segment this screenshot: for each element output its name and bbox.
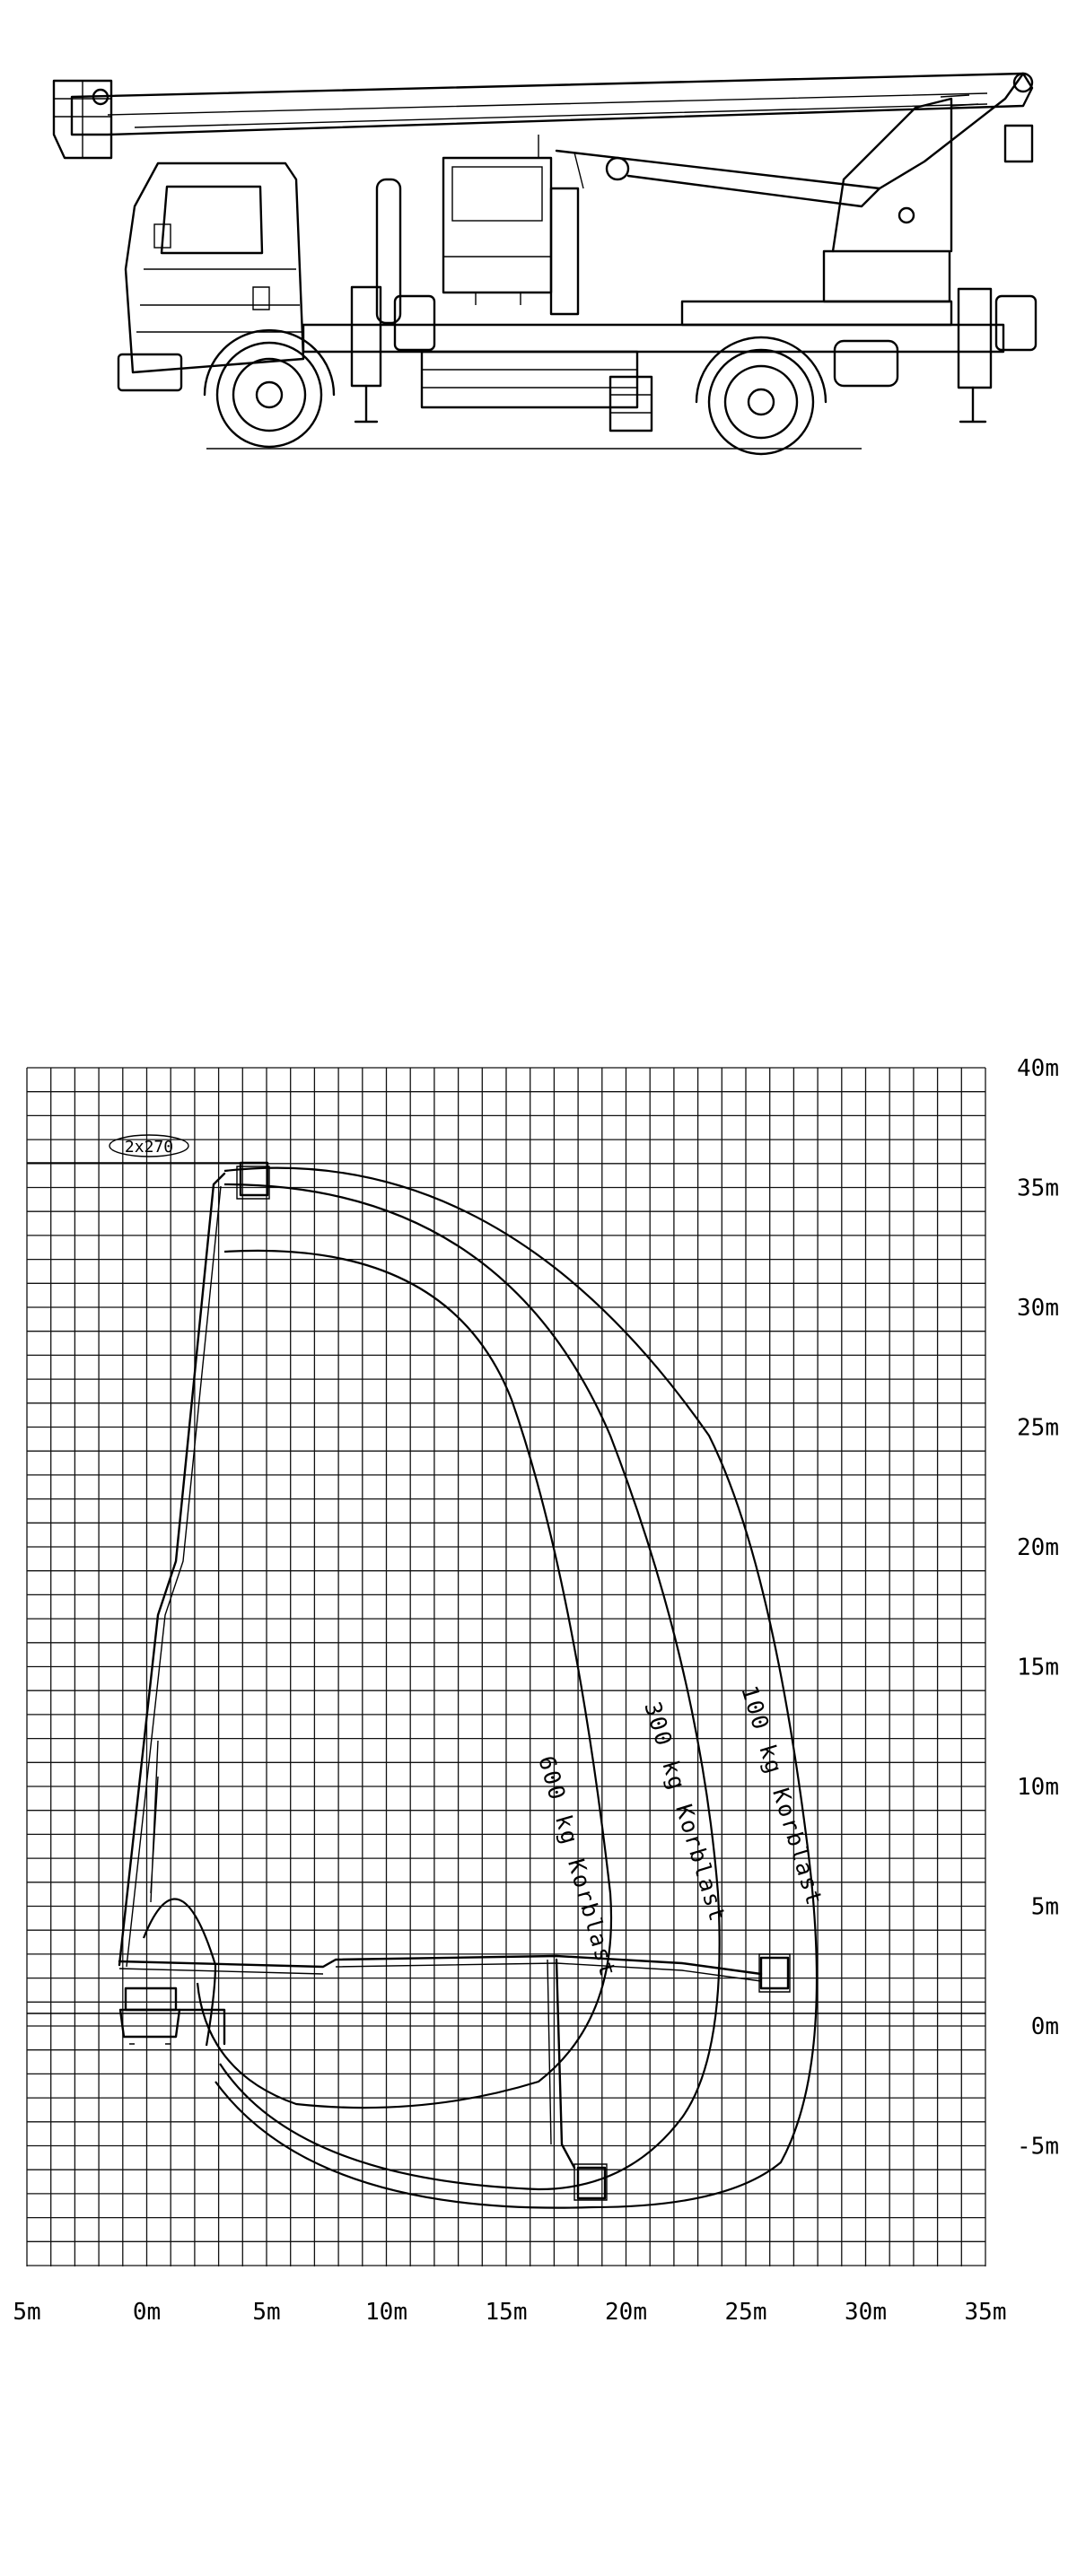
y-tick-label: 10m bbox=[1017, 1774, 1059, 1801]
y-tick-label: 20m bbox=[1017, 1534, 1059, 1561]
x-axis-ticks bbox=[13, 2299, 1006, 2326]
boom-below-ground bbox=[547, 1960, 607, 2200]
rear-wheel bbox=[696, 337, 826, 454]
envelope-inner-lower bbox=[144, 1899, 215, 2046]
y-tick-label: 25m bbox=[1017, 1414, 1059, 1442]
load-label-300kg: 300 kg Korblast bbox=[639, 1698, 731, 1926]
basket-load-badge: 2x270 bbox=[124, 1138, 174, 1157]
y-tick-label: 30m bbox=[1017, 1295, 1059, 1322]
truck-side-view-drawing bbox=[0, 0, 1077, 467]
x-tick-label: 0m bbox=[132, 2299, 162, 2326]
x-tick-label: 25m bbox=[724, 2299, 767, 2326]
x-tick-label: 5m bbox=[252, 2299, 281, 2326]
y-tick-label: 0m bbox=[1030, 2013, 1059, 2040]
y-tick-label: -5m bbox=[1017, 2133, 1059, 2161]
work-basket-stowed bbox=[54, 81, 111, 158]
working-range-grid bbox=[27, 1068, 985, 2266]
rear-outrigger bbox=[959, 289, 1036, 422]
load-label-100kg: 100 kg Korblast bbox=[736, 1682, 828, 1910]
y-tick-label: 15m bbox=[1017, 1654, 1059, 1681]
front-wheel bbox=[205, 330, 334, 447]
operator-cabin bbox=[443, 135, 583, 314]
envelope-300kg bbox=[220, 1184, 720, 2189]
working-range-diagram bbox=[0, 1041, 1077, 2387]
y-tick-label: 5m bbox=[1030, 1893, 1059, 1921]
x-tick-label: 35m bbox=[964, 2299, 1007, 2326]
x-tick-label: 15m bbox=[485, 2299, 528, 2326]
turntable bbox=[824, 99, 1032, 301]
chassis-frame bbox=[303, 301, 1003, 431]
boom-max-outreach bbox=[119, 1954, 790, 1992]
x-tick-label: 5m bbox=[13, 2299, 41, 2326]
y-tick-label: 35m bbox=[1017, 1174, 1059, 1202]
envelope-100kg bbox=[215, 1168, 817, 2208]
y-axis-ticks bbox=[1017, 1055, 1059, 2161]
x-tick-label: 10m bbox=[365, 2299, 407, 2326]
y-tick-label: 40m bbox=[1017, 1055, 1059, 1082]
x-tick-label: 20m bbox=[605, 2299, 647, 2326]
x-tick-label: 30m bbox=[845, 2299, 887, 2326]
truck-cab bbox=[118, 163, 303, 390]
load-label-600kg: 600 kg Korblast bbox=[533, 1752, 622, 1981]
